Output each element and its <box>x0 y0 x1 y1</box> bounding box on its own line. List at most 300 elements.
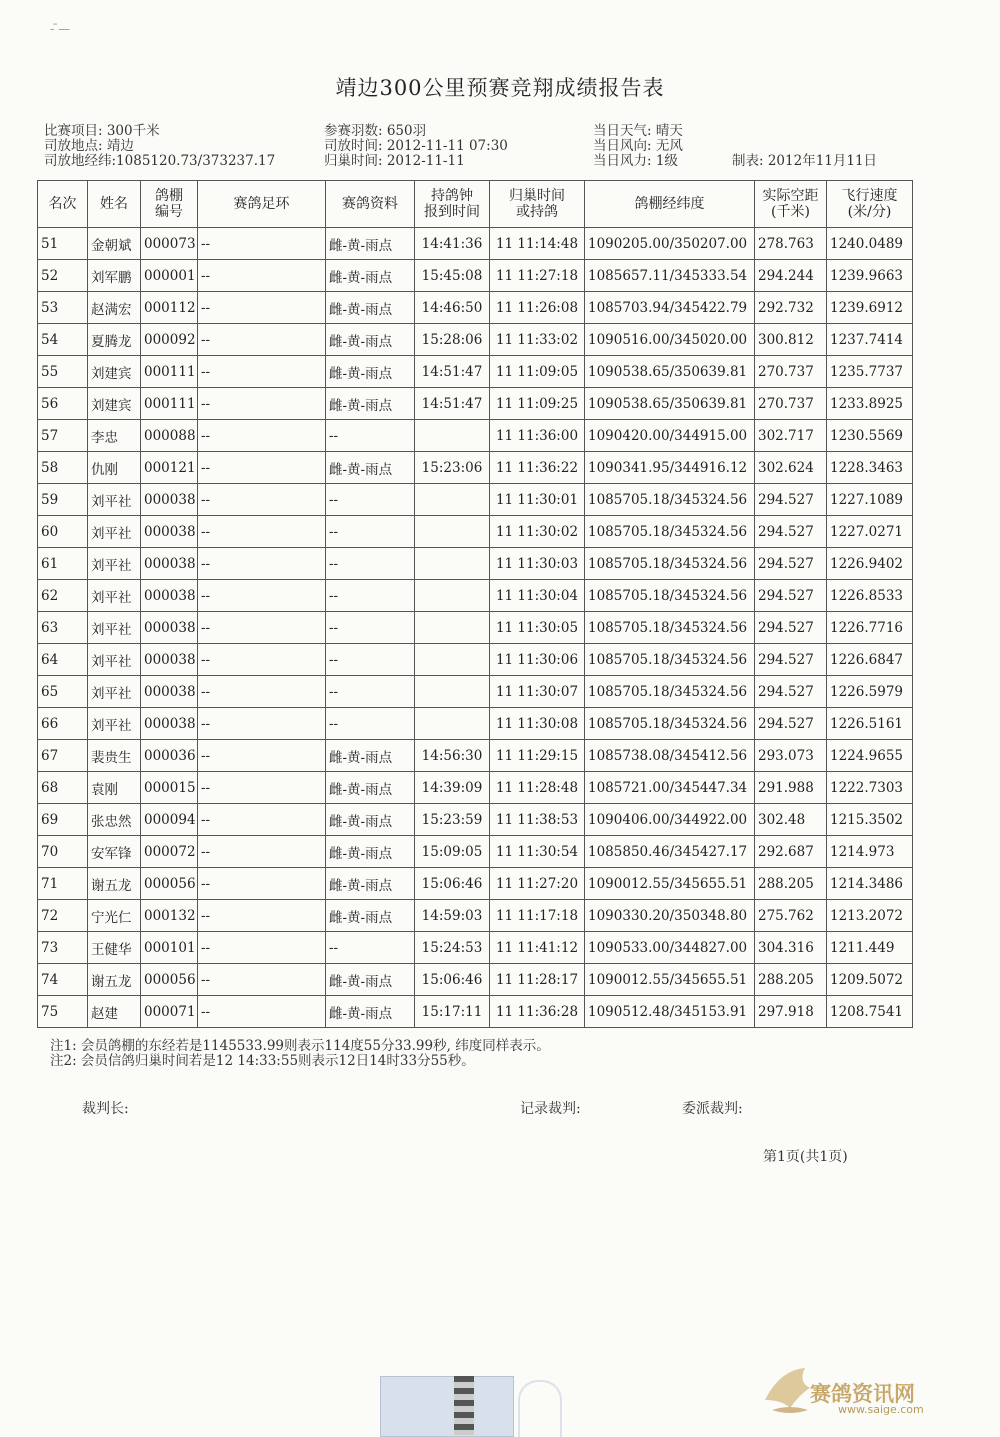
cell-distance: 293.073 <box>755 740 827 772</box>
cell-ring: -- <box>198 836 326 868</box>
cell-distance: 294.527 <box>755 548 827 580</box>
table-row <box>38 868 913 900</box>
cell-speed: 1211.449 <box>827 932 913 964</box>
cell-loft: 000001 <box>141 260 198 292</box>
table-row <box>38 548 913 580</box>
cell-name: 谢五龙 <box>88 868 141 900</box>
cell-clock-time: 15:45:08 <box>415 260 490 292</box>
cell-rank: 59 <box>38 484 88 516</box>
cell-return-time: 11 11:28:48 <box>490 772 585 804</box>
cell-return-time: 11 11:27:18 <box>490 260 585 292</box>
cell-name: 金朝斌 <box>88 228 141 260</box>
cell-clock-time: 14:46:50 <box>415 292 490 324</box>
cell-pigeon: -- <box>326 676 415 708</box>
cell-rank: 68 <box>38 772 88 804</box>
report-title: 靖边300公里预赛竞翔成绩报告表 <box>335 76 665 100</box>
cell-coords: 1090012.55/345655.51 <box>585 964 755 996</box>
cell-return-time: 11 11:38:53 <box>490 804 585 836</box>
cell-ring: -- <box>198 292 326 324</box>
cell-speed: 1226.8533 <box>827 580 913 612</box>
cell-return-time: 11 11:30:05 <box>490 612 585 644</box>
cell-pigeon: 雌-黄-雨点 <box>326 900 415 932</box>
cell-distance: 275.762 <box>755 900 827 932</box>
cell-name: 刘平社 <box>88 612 141 644</box>
cell-clock-time: 14:41:36 <box>415 228 490 260</box>
cell-ring: -- <box>198 356 326 388</box>
cell-ring: -- <box>198 740 326 772</box>
cell-clock-time <box>415 644 490 676</box>
header-clock: 持鸽钟 报到时间 <box>415 181 490 228</box>
cell-coords: 1085705.18/345324.56 <box>585 516 755 548</box>
cell-name: 仇刚 <box>88 452 141 484</box>
cell-name: 刘平社 <box>88 548 141 580</box>
cell-loft: 000111 <box>141 356 198 388</box>
cell-name: 刘平社 <box>88 484 141 516</box>
cell-coords: 1085738.08/345412.56 <box>585 740 755 772</box>
cell-coords: 1085705.18/345324.56 <box>585 708 755 740</box>
cell-ring: -- <box>198 452 326 484</box>
cell-return-time: 11 11:30:06 <box>490 644 585 676</box>
cell-return-time: 11 11:17:18 <box>490 900 585 932</box>
cell-clock-time <box>415 516 490 548</box>
cell-name: 赵建 <box>88 996 141 1028</box>
cell-loft: 000121 <box>141 452 198 484</box>
cell-speed: 1226.5979 <box>827 676 913 708</box>
cell-speed: 1222.7303 <box>827 772 913 804</box>
cell-name: 袁刚 <box>88 772 141 804</box>
cell-distance: 304.316 <box>755 932 827 964</box>
cell-rank: 51 <box>38 228 88 260</box>
table-row <box>38 804 913 836</box>
cell-pigeon: -- <box>326 420 415 452</box>
cell-clock-time <box>415 708 490 740</box>
cell-speed: 1226.5161 <box>827 708 913 740</box>
cell-return-time: 11 11:36:28 <box>490 996 585 1028</box>
cell-distance: 278.763 <box>755 228 827 260</box>
cell-ring: -- <box>198 580 326 612</box>
cell-name: 刘平社 <box>88 708 141 740</box>
cell-return-time: 11 11:30:02 <box>490 516 585 548</box>
race-item: 比赛项目: 300千米 <box>44 123 160 139</box>
cell-speed: 1226.9402 <box>827 548 913 580</box>
cell-rank: 57 <box>38 420 88 452</box>
cell-return-time: 11 11:41:12 <box>490 932 585 964</box>
cell-return-time: 11 11:30:08 <box>490 708 585 740</box>
cell-loft: 000038 <box>141 548 198 580</box>
cell-ring: -- <box>198 676 326 708</box>
cell-ring: -- <box>198 868 326 900</box>
cell-speed: 1226.6847 <box>827 644 913 676</box>
cell-loft: 000036 <box>141 740 198 772</box>
cell-loft: 000038 <box>141 644 198 676</box>
cell-coords: 1085703.94/345422.79 <box>585 292 755 324</box>
cell-distance: 288.205 <box>755 868 827 900</box>
cell-loft: 000038 <box>141 708 198 740</box>
cell-name: 安军锋 <box>88 836 141 868</box>
cell-distance: 292.687 <box>755 836 827 868</box>
cell-clock-time: 15:23:59 <box>415 804 490 836</box>
scan-mark: - ̄— <box>50 22 71 36</box>
cell-rank: 64 <box>38 644 88 676</box>
cell-return-time: 11 11:27:20 <box>490 868 585 900</box>
release-place: 司放地点: 靖边 <box>44 138 134 154</box>
cell-return-time: 11 11:09:05 <box>490 356 585 388</box>
cell-rank: 58 <box>38 452 88 484</box>
cell-speed: 1233.8925 <box>827 388 913 420</box>
cell-loft: 000072 <box>141 836 198 868</box>
table-row <box>38 996 913 1028</box>
cell-distance: 302.48 <box>755 804 827 836</box>
cell-rank: 71 <box>38 868 88 900</box>
recorder-referee-label: 记录裁判: <box>520 1101 581 1117</box>
cell-ring: -- <box>198 228 326 260</box>
cell-speed: 1239.6912 <box>827 292 913 324</box>
weather: 当日天气: 晴天 <box>593 123 683 139</box>
cell-ring: -- <box>198 900 326 932</box>
cell-pigeon: 雌-黄-雨点 <box>326 804 415 836</box>
cell-ring: -- <box>198 324 326 356</box>
cell-return-time: 11 11:26:08 <box>490 292 585 324</box>
cell-clock-time: 15:17:11 <box>415 996 490 1028</box>
table-row <box>38 644 913 676</box>
cell-name: 刘军鹏 <box>88 260 141 292</box>
cell-ring: -- <box>198 708 326 740</box>
watermark-text: 赛鸽资讯网 <box>810 1382 915 1406</box>
table-row <box>38 484 913 516</box>
cell-return-time: 11 11:14:48 <box>490 228 585 260</box>
cell-coords: 1085705.18/345324.56 <box>585 484 755 516</box>
cell-clock-time: 15:28:06 <box>415 324 490 356</box>
cell-pigeon: 雌-黄-雨点 <box>326 388 415 420</box>
cell-return-time: 11 11:28:17 <box>490 964 585 996</box>
wind-force: 当日风力: 1级 <box>593 153 678 169</box>
cell-ring: -- <box>198 964 326 996</box>
cell-speed: 1208.7541 <box>827 996 913 1028</box>
cell-clock-time: 15:23:06 <box>415 452 490 484</box>
cell-speed: 1227.0271 <box>827 516 913 548</box>
cell-coords: 1085705.18/345324.56 <box>585 644 755 676</box>
cell-clock-time: 15:06:46 <box>415 964 490 996</box>
table-row <box>38 516 913 548</box>
cell-name: 谢五龙 <box>88 964 141 996</box>
cell-name: 赵满宏 <box>88 292 141 324</box>
cell-ring: -- <box>198 516 326 548</box>
cell-loft: 000038 <box>141 676 198 708</box>
table-row <box>38 324 913 356</box>
cell-speed: 1214.3486 <box>827 868 913 900</box>
cell-pigeon: 雌-黄-雨点 <box>326 292 415 324</box>
cell-loft: 000015 <box>141 772 198 804</box>
cell-loft: 000038 <box>141 580 198 612</box>
cell-clock-time: 14:51:47 <box>415 388 490 420</box>
cell-clock-time <box>415 612 490 644</box>
cell-ring: -- <box>198 804 326 836</box>
info-column-right <box>593 124 683 169</box>
cell-coords: 1085850.46/345427.17 <box>585 836 755 868</box>
cell-rank: 60 <box>38 516 88 548</box>
cell-distance: 294.527 <box>755 676 827 708</box>
cell-clock-time <box>415 580 490 612</box>
cell-return-time: 11 11:30:54 <box>490 836 585 868</box>
cell-ring: -- <box>198 260 326 292</box>
cell-coords: 1090012.55/345655.51 <box>585 868 755 900</box>
release-coords: 司放地经纬:1085120.73/373237.17 <box>44 153 276 169</box>
cell-name: 宁光仁 <box>88 900 141 932</box>
cell-clock-time: 14:39:09 <box>415 772 490 804</box>
assigned-referee-label: 委派裁判: <box>682 1101 743 1117</box>
cell-rank: 55 <box>38 356 88 388</box>
cell-pigeon: -- <box>326 580 415 612</box>
cell-coords: 1090341.95/344916.12 <box>585 452 755 484</box>
cell-pigeon: -- <box>326 484 415 516</box>
cell-loft: 000088 <box>141 420 198 452</box>
header-speed: 飞行速度 (米/分) <box>827 181 913 228</box>
cell-distance: 294.527 <box>755 580 827 612</box>
cell-rank: 63 <box>38 612 88 644</box>
cell-rank: 73 <box>38 932 88 964</box>
binder-notch <box>518 1380 562 1437</box>
cell-pigeon: 雌-黄-雨点 <box>326 452 415 484</box>
cell-rank: 75 <box>38 996 88 1028</box>
cell-distance: 302.717 <box>755 420 827 452</box>
cell-distance: 288.205 <box>755 964 827 996</box>
cell-clock-time: 14:59:03 <box>415 900 490 932</box>
header-return: 归巢时间 或持鸽 <box>490 181 585 228</box>
cell-rank: 53 <box>38 292 88 324</box>
cell-speed: 1213.2072 <box>827 900 913 932</box>
cell-coords: 1085705.18/345324.56 <box>585 612 755 644</box>
cell-speed: 1228.3463 <box>827 452 913 484</box>
cell-pigeon: 雌-黄-雨点 <box>326 356 415 388</box>
cell-coords: 1085705.18/345324.56 <box>585 548 755 580</box>
cell-pigeon: -- <box>326 516 415 548</box>
table-row <box>38 292 913 324</box>
cell-return-time: 11 11:36:00 <box>490 420 585 452</box>
cell-coords: 1085657.11/345333.54 <box>585 260 755 292</box>
table-header-row <box>38 181 913 228</box>
table-row <box>38 580 913 612</box>
cell-ring: -- <box>198 644 326 676</box>
cell-pigeon: -- <box>326 612 415 644</box>
cell-speed: 1215.3502 <box>827 804 913 836</box>
cell-distance: 302.624 <box>755 452 827 484</box>
cell-loft: 000038 <box>141 612 198 644</box>
table-row <box>38 964 913 996</box>
cell-name: 刘平社 <box>88 580 141 612</box>
cell-name: 刘平社 <box>88 644 141 676</box>
cell-pigeon: 雌-黄-雨点 <box>326 836 415 868</box>
cell-rank: 62 <box>38 580 88 612</box>
table-row <box>38 228 913 260</box>
cell-distance: 270.737 <box>755 388 827 420</box>
table-body <box>38 228 913 1028</box>
cell-clock-time <box>415 676 490 708</box>
cell-distance: 300.812 <box>755 324 827 356</box>
cell-coords: 1090330.20/350348.80 <box>585 900 755 932</box>
cell-clock-time: 15:24:53 <box>415 932 490 964</box>
cell-name: 张忠然 <box>88 804 141 836</box>
table-row <box>38 452 913 484</box>
cell-name: 刘建宾 <box>88 356 141 388</box>
cell-rank: 69 <box>38 804 88 836</box>
cell-name: 刘平社 <box>88 676 141 708</box>
cell-speed: 1227.1089 <box>827 484 913 516</box>
cell-rank: 65 <box>38 676 88 708</box>
info-column-left <box>44 124 275 169</box>
cell-speed: 1209.5072 <box>827 964 913 996</box>
cell-loft: 000071 <box>141 996 198 1028</box>
table-row <box>38 740 913 772</box>
cell-name: 裴贵生 <box>88 740 141 772</box>
header-loft: 鸽棚 编号 <box>141 181 198 228</box>
cell-ring: -- <box>198 484 326 516</box>
chief-referee-label: 裁判长: <box>82 1101 129 1117</box>
cell-return-time: 11 11:29:15 <box>490 740 585 772</box>
table-row <box>38 900 913 932</box>
cell-ring: -- <box>198 388 326 420</box>
cell-name: 刘建宾 <box>88 388 141 420</box>
cell-ring: -- <box>198 548 326 580</box>
wind-direction: 当日风向: 无风 <box>593 138 683 154</box>
cell-loft: 000073 <box>141 228 198 260</box>
table-row <box>38 356 913 388</box>
cell-speed: 1240.0489 <box>827 228 913 260</box>
cell-speed: 1230.5569 <box>827 420 913 452</box>
cell-coords: 1090420.00/344915.00 <box>585 420 755 452</box>
table-row <box>38 260 913 292</box>
watermark-url: www.saige.com <box>838 1403 924 1416</box>
table-row <box>38 388 913 420</box>
binder-clip-strip <box>454 1376 474 1435</box>
cell-pigeon: 雌-黄-雨点 <box>326 228 415 260</box>
cell-speed: 1224.9655 <box>827 740 913 772</box>
cell-pigeon: -- <box>326 548 415 580</box>
page-number: 第1页(共1页) <box>763 1149 848 1165</box>
cell-rank: 56 <box>38 388 88 420</box>
cell-coords: 1090516.00/345020.00 <box>585 324 755 356</box>
cell-clock-time <box>415 484 490 516</box>
binder-clip <box>380 1376 514 1437</box>
cell-pigeon: -- <box>326 644 415 676</box>
table-row <box>38 612 913 644</box>
cell-ring: -- <box>198 420 326 452</box>
header-ring: 赛鸽足环 <box>198 181 326 228</box>
cell-loft: 000056 <box>141 868 198 900</box>
cell-distance: 291.988 <box>755 772 827 804</box>
header-distance: 实际空距 (千米) <box>755 181 827 228</box>
cell-distance: 270.737 <box>755 356 827 388</box>
table-row <box>38 932 913 964</box>
cell-coords: 1090512.48/345153.91 <box>585 996 755 1028</box>
cell-loft: 000038 <box>141 516 198 548</box>
cell-rank: 54 <box>38 324 88 356</box>
cell-clock-time: 15:09:05 <box>415 836 490 868</box>
cell-distance: 294.527 <box>755 516 827 548</box>
note-2: 注2: 会员信鸽归巢时间若是12 14:33:55则表示12日14时33分55秒。 <box>50 1053 475 1069</box>
cell-name: 李忠 <box>88 420 141 452</box>
cell-distance: 292.732 <box>755 292 827 324</box>
cell-rank: 72 <box>38 900 88 932</box>
cell-coords: 1090538.65/350639.81 <box>585 388 755 420</box>
cell-pigeon: 雌-黄-雨点 <box>326 740 415 772</box>
cell-loft: 000101 <box>141 932 198 964</box>
cell-distance: 294.527 <box>755 484 827 516</box>
cell-name: 刘平社 <box>88 516 141 548</box>
cell-loft: 000092 <box>141 324 198 356</box>
cell-loft: 000132 <box>141 900 198 932</box>
cell-rank: 74 <box>38 964 88 996</box>
cell-ring: -- <box>198 612 326 644</box>
table-row <box>38 420 913 452</box>
cell-return-time: 11 11:30:01 <box>490 484 585 516</box>
return-time: 归巢时间: 2012-11-11 <box>324 153 465 169</box>
results-table <box>37 180 913 1028</box>
cell-name: 夏腾龙 <box>88 324 141 356</box>
header-coords: 鸽棚经纬度 <box>585 181 755 228</box>
table-row <box>38 836 913 868</box>
cell-return-time: 11 11:33:02 <box>490 324 585 356</box>
info-column-middle <box>324 124 508 169</box>
table-row <box>38 772 913 804</box>
cell-pigeon: -- <box>326 932 415 964</box>
cell-pigeon: -- <box>326 708 415 740</box>
table-row <box>38 676 913 708</box>
prepared-date: 制表: 2012年11月11日 <box>732 153 878 169</box>
cell-clock-time: 14:56:30 <box>415 740 490 772</box>
table-row <box>38 708 913 740</box>
cell-loft: 000112 <box>141 292 198 324</box>
cell-loft: 000056 <box>141 964 198 996</box>
cell-speed: 1239.9663 <box>827 260 913 292</box>
cell-pigeon: 雌-黄-雨点 <box>326 964 415 996</box>
cell-pigeon: 雌-黄-雨点 <box>326 996 415 1028</box>
cell-loft: 000111 <box>141 388 198 420</box>
cell-coords: 1085705.18/345324.56 <box>585 676 755 708</box>
cell-distance: 294.527 <box>755 708 827 740</box>
cell-coords: 1085721.00/345447.34 <box>585 772 755 804</box>
cell-return-time: 11 11:09:25 <box>490 388 585 420</box>
cell-return-time: 11 11:30:03 <box>490 548 585 580</box>
cell-rank: 61 <box>38 548 88 580</box>
cell-pigeon: 雌-黄-雨点 <box>326 772 415 804</box>
cell-return-time: 11 11:30:07 <box>490 676 585 708</box>
cell-coords: 1090406.00/344922.00 <box>585 804 755 836</box>
cell-rank: 70 <box>38 836 88 868</box>
cell-speed: 1226.7716 <box>827 612 913 644</box>
entries-count: 参赛羽数: 650羽 <box>324 123 427 139</box>
cell-pigeon: 雌-黄-雨点 <box>326 324 415 356</box>
cell-coords: 1090538.65/350639.81 <box>585 356 755 388</box>
cell-loft: 000094 <box>141 804 198 836</box>
cell-return-time: 11 11:30:04 <box>490 580 585 612</box>
cell-coords: 1090533.00/344827.00 <box>585 932 755 964</box>
cell-ring: -- <box>198 772 326 804</box>
cell-speed: 1235.7737 <box>827 356 913 388</box>
cell-speed: 1237.7414 <box>827 324 913 356</box>
cell-clock-time <box>415 548 490 580</box>
cell-speed: 1214.973 <box>827 836 913 868</box>
cell-coords: 1090205.00/350207.00 <box>585 228 755 260</box>
cell-distance: 297.918 <box>755 996 827 1028</box>
cell-distance: 294.244 <box>755 260 827 292</box>
header-rank: 名次 <box>38 181 88 228</box>
cell-pigeon: 雌-黄-雨点 <box>326 868 415 900</box>
cell-rank: 66 <box>38 708 88 740</box>
release-time: 司放时间: 2012-11-11 07:30 <box>324 138 508 154</box>
cell-name: 王健华 <box>88 932 141 964</box>
cell-return-time: 11 11:36:22 <box>490 452 585 484</box>
cell-clock-time <box>415 420 490 452</box>
